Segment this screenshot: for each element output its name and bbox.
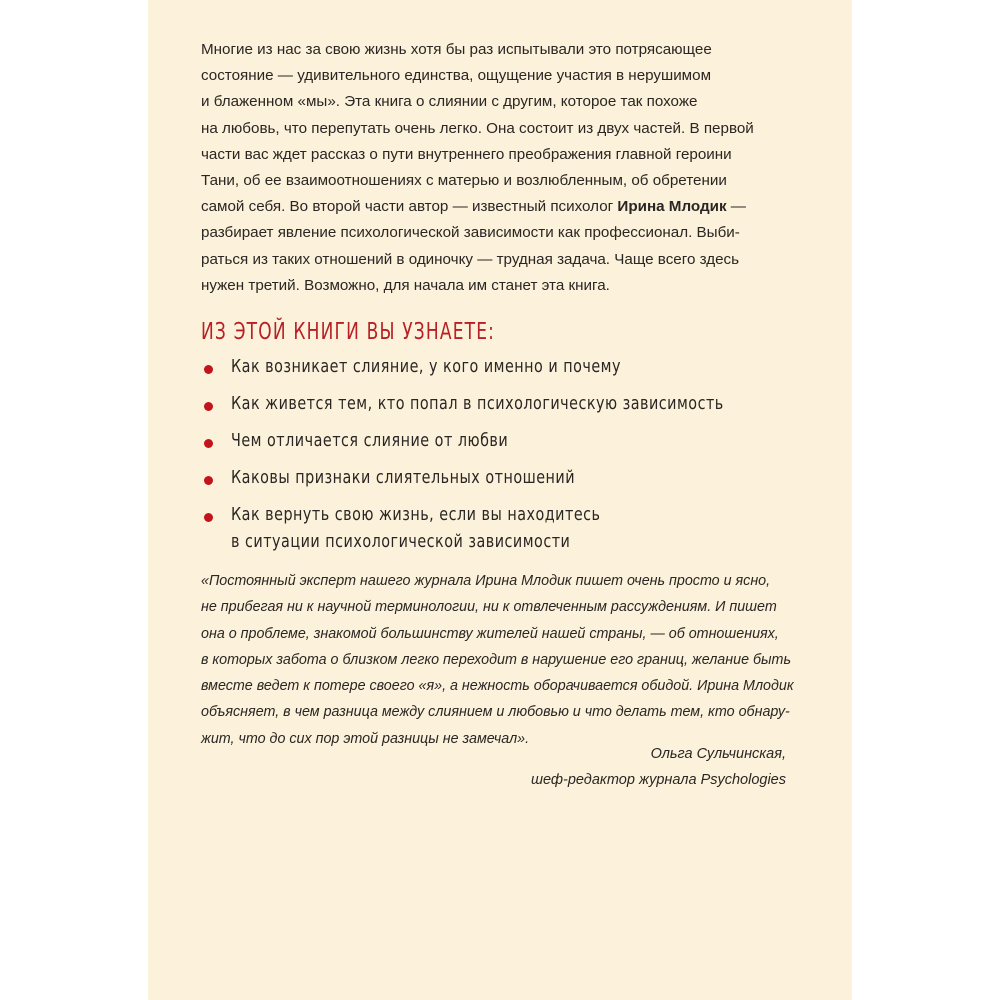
- description-line: и блаженном «мы». Эта книга о слиянии с другим, которое так похоже: [201, 93, 698, 111]
- quote-author-role: шеф-редактор журнала Psychologies: [530, 771, 786, 788]
- quote-line: жит, что до сих пор этой разницы не замечал».: [201, 730, 530, 747]
- description-line: разбирает явление психологической зависимости как профессионал. Выби-: [201, 224, 740, 242]
- author-name: Ирина Млодик: [617, 198, 727, 216]
- book-description: [201, 37, 801, 299]
- list-item-text: Как вернуть свою жизнь, если вы находитесь в ситуации психологической зависимости: [231, 505, 601, 552]
- bullet-dot-icon: [204, 402, 213, 411]
- description-line: самой себя. Во второй части автор — известный психолог: [201, 198, 618, 216]
- quote-line: объясняет, в чем разница между слиянием и любовью и что делать тем, кто обнару-: [201, 704, 790, 721]
- quote-author-name: Ольга Сульчинская,: [650, 746, 786, 762]
- quote-line: в которых забота о близком легко переходит в нарушение его границ, желание быть: [201, 651, 791, 668]
- book-back-cover: [148, 0, 852, 1000]
- bullet-dot-icon: [204, 365, 213, 374]
- review-quote: [201, 568, 801, 752]
- description-line: на любовь, что перепутать очень легко. Она состоит из двух частей. В первой: [201, 119, 754, 137]
- description-line: нужен третий. Возможно, для начала им станет эта книга.: [201, 276, 610, 294]
- bullet-dot-icon: [204, 513, 213, 522]
- list-item: [201, 391, 821, 418]
- quote-line: вместе ведет к потере своего «я», а нежность оборачивается обидой. Ирина Млодик: [201, 678, 794, 695]
- list-item: [201, 354, 821, 381]
- quote-line: она о проблеме, знакомой большинству жителей нашей страны, — об отношениях,: [201, 625, 779, 642]
- list-item: [201, 502, 821, 556]
- description-line: Тани, об ее взаимоотношениях с матерью и возлюбленным, об обретении: [201, 172, 727, 190]
- quote-line: не прибегая ни к научной терминологии, ни к отвлеченным рассуждениям. И пишет: [201, 599, 777, 616]
- bullet-dot-icon: [204, 439, 213, 448]
- bullet-dot-icon: [204, 476, 213, 485]
- description-line: —: [726, 198, 746, 216]
- list-item-text: Чем отличается слияние от любви: [231, 431, 509, 451]
- section-title: ИЗ ЭТОЙ КНИГИ ВЫ УЗНАЕТЕ:: [201, 319, 496, 345]
- list-item-text: Как возникает слияние, у кого именно и почему: [231, 357, 621, 377]
- description-line: Многие из нас за свою жизнь хотя бы раз испытывали это потрясающее: [201, 41, 712, 58]
- list-item: [201, 428, 821, 455]
- description-line: раться из таких отношений в одиночку — трудная задача. Чаще всего здесь: [201, 250, 740, 268]
- description-line: части вас ждет рассказ о пути внутреннего преображения главной героини: [201, 145, 732, 163]
- description-line: состояние — удивительного единства, ощущение участия в нерушимом: [201, 67, 712, 85]
- learning-points-list: [201, 354, 821, 566]
- list-item: [201, 465, 821, 492]
- quote-attribution: [531, 742, 786, 793]
- list-item-text: Каковы признаки слиятельных отношений: [231, 468, 576, 488]
- quote-line: «Постоянный эксперт нашего журнала Ирина Млодик пишет очень просто и ясно,: [201, 573, 771, 589]
- list-item-text: Как живется тем, кто попал в психологическую зависимость: [231, 394, 724, 414]
